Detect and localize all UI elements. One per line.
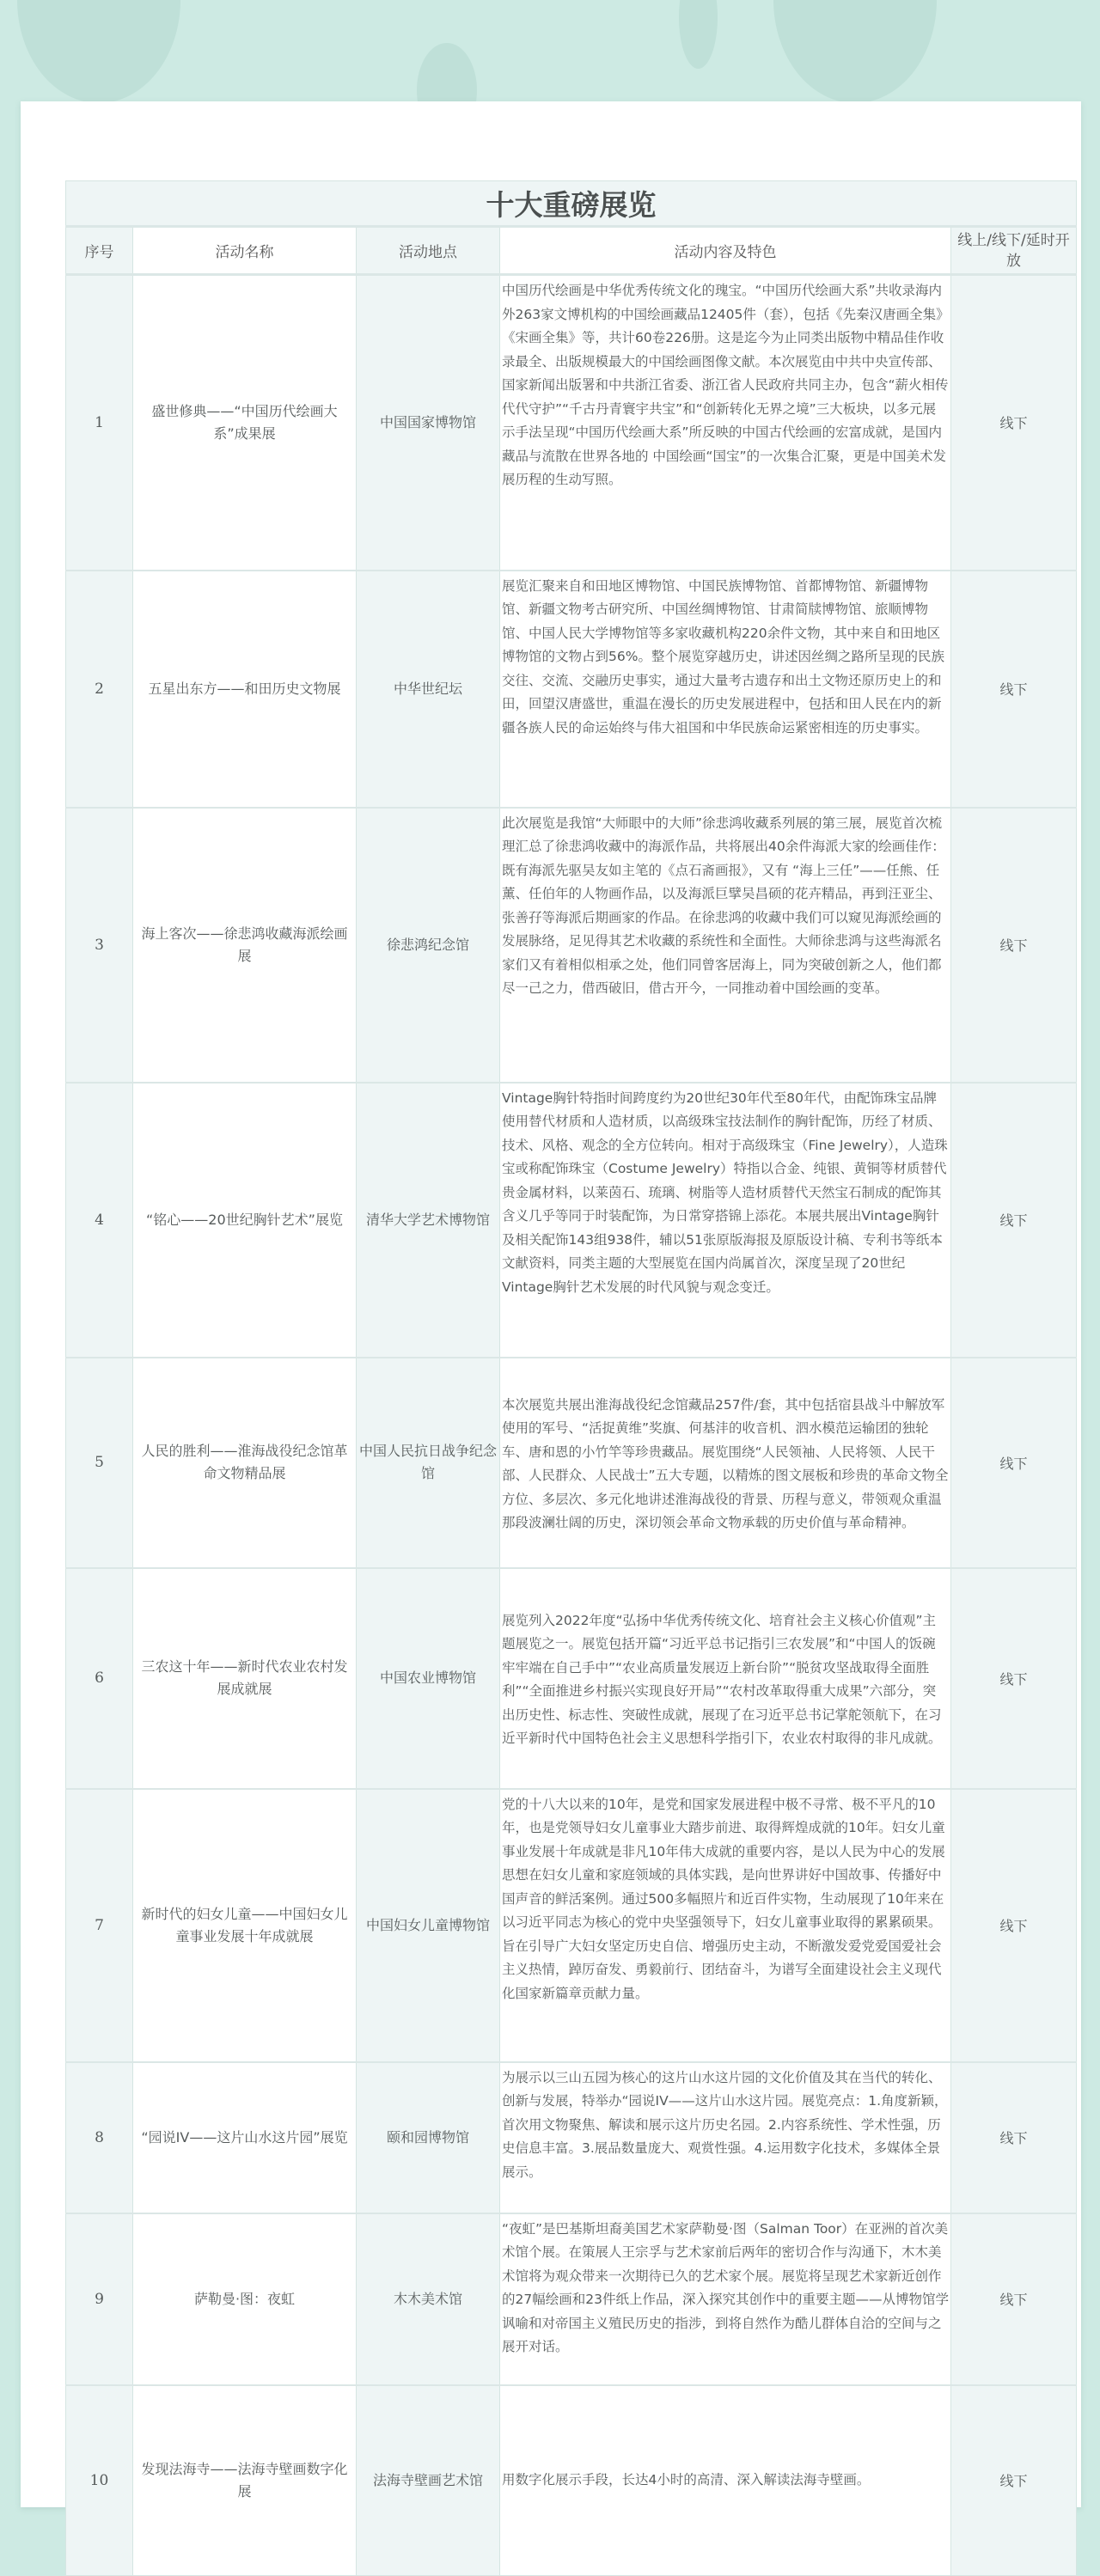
column-header-index: 序号 [66,227,133,275]
table-row [66,275,1077,571]
table-row [66,2385,1077,2576]
exhibition-mode: 线下 [951,808,1077,1083]
exhibition-card [21,101,1081,2507]
exhibition-location: 中国农业博物馆 [357,1568,500,1789]
row-index: 8 [66,2062,133,2213]
exhibition-location: 中国人民抗日战争纪念馆 [357,1358,500,1568]
background-decoration [773,0,937,103]
exhibition-description: 展览列入2022年度“弘扬中华优秀传统文化、培育社会主义核心价值观”主题展览之一。展览包括开篇“习近平总书记指引三农发展”和“中国人的饭碗牢牢端在自己手中”“农业高质量发展迈上新台阶”“脱贫攻坚战取得全面胜利”“全面推进乡村振兴实现良好开局”“农村改革取得重大成果”六部分，突出历史性、标志性、突破性成就，展现了在习近平总书记掌舵领航下，在习近平新时代中国特色社会主义思想科学指引下，农业农村取得的非凡成就。 [500,1568,951,1789]
exhibition-name: 海上客次——徐悲鸿收藏海派绘画展 [133,808,357,1083]
exhibition-description: 此次展览是我馆“大师眼中的大师”徐悲鸿收藏系列展的第三展，展览首次梳理汇总了徐悲鸿收藏中的海派作品，共将展出40余件海派大家的绘画佳作：既有海派先驱吴友如主笔的《点石斋画报》，又有 “海上三任”——任熊、任薰、任伯年的人物画作品，以及海派巨擘吴昌硕的花卉精品，再到汪亚尘、张善孖等海派后期画家的作品。在徐悲鸿的收藏中我们可以窥见海派绘画的发展脉络，足见得其艺术收藏的系统性和全面性。大师徐悲鸿与这些海派名家们又有着相似相承之处，他们同曾客居海上，同为突破创新之人，他们都尽一己之力，借西破旧，借古开今，一同推动着中国绘画的变革。 [500,808,951,1083]
exhibition-location: 颐和园博物馆 [357,2062,500,2213]
background-decoration [17,0,180,103]
exhibition-location: 中国国家博物馆 [357,275,500,571]
page-title: 十大重磅展览 [66,181,1077,227]
row-index: 3 [66,808,133,1083]
exhibition-description: 本次展览共展出淮海战役纪念馆藏品257件/套，其中包括宿县战斗中解放军使用的军号、“活捉黄维”奖旗、何基沣的收音机、泗水模范运输团的独轮车、唐和恩的小竹竿等珍贵藏品。展览围绕“人民领袖、人民将领、人民干部、人民群众、人民战士”五大专题，以精炼的图文展板和珍贵的革命文物全方位、多层次、多元化地讲述淮海战役的背景、历程与意义，带领观众重温那段波澜壮阔的历史，深切领会革命文物承载的历史价值与革命精神。 [500,1358,951,1568]
exhibition-mode: 线下 [951,1358,1077,1568]
row-index: 5 [66,1358,133,1568]
column-header-name: 活动名称 [133,227,357,275]
exhibition-description: “夜虹”是巴基斯坦裔美国艺术家萨勒曼·图（Salman Toor）在亚洲的首次美术馆个展。在策展人王宗孚与艺术家前后两年的密切合作与沟通下，木木美术馆将为观众带来一次期待已久的艺术家个展。展览将呈现艺术家新近创作的27幅绘画和23件纸上作品，深入探究其创作中的重要主题——从博物馆学讽喻和对帝国主义殖民历史的指涉，到将自然作为酷儿群体自洽的空间与之展开对话。 [500,2213,951,2385]
table-row [66,1083,1077,1358]
table-title-row [66,181,1077,227]
table-row [66,2213,1077,2385]
exhibition-name: “园说IV——这片山水这片园”展览 [133,2062,357,2213]
table-row [66,571,1077,808]
exhibition-location: 徐悲鸿纪念馆 [357,808,500,1083]
exhibition-mode: 线下 [951,2213,1077,2385]
table-row [66,2062,1077,2213]
exhibition-description: Vintage胸针特指时间跨度约为20世纪30年代至80年代，由配饰珠宝品牌使用替代材质和人造材质，以高级珠宝技法制作的胸针配饰，历经了材质、技术、风格、观念的全方位转向。相对于高级珠宝（Fine Jewelry），人造珠宝或称配饰珠宝（Costume Jewelry）特指以合金、纯银、黄铜等材质替代贵金属材料，以莱茵石、琉璃、树脂等人造材质替代天然宝石制成的配饰其含义几乎等同于时装配饰，为日常穿搭锦上添花。本展共展出Vintage胸针及相关配饰143组938件，辅以51张原版海报及原版设计稿、专利书等纸本文献资料，同类主题的大型展览在国内尚属首次，深度呈现了20世纪Vintage胸针艺术发展的时代风貌与观念变迁。 [500,1083,951,1358]
exhibition-location: 法海寺壁画艺术馆 [357,2385,500,2576]
row-index: 10 [66,2385,133,2576]
exhibition-mode: 线下 [951,1568,1077,1789]
exhibition-mode: 线下 [951,2062,1077,2213]
exhibition-name: 五星出东方——和田历史文物展 [133,571,357,808]
exhibition-name: 新时代的妇女儿童——中国妇女儿童事业发展十年成就展 [133,1789,357,2062]
exhibition-mode: 线下 [951,1789,1077,2062]
row-index: 2 [66,571,133,808]
table-row [66,1568,1077,1789]
exhibition-description: 为展示以三山五园为核心的这片山水这片园的文化价值及其在当代的转化、创新与发展，特举办“园说IV——这片山水这片园。展览亮点：1.角度新颖，首次用文物聚焦、解读和展示这片历史名园。2.内容系统性、学术性强，历史信息丰富。3.展品数量庞大、观赏性强。4.运用数字化技术，多媒体全景展示。 [500,2062,951,2213]
row-index: 7 [66,1789,133,2062]
exhibition-description: 中国历代绘画是中华优秀传统文化的瑰宝。“中国历代绘画大系”共收录海内外263家文博机构的中国绘画藏品12405件（套），包括《先秦汉唐画全集》《宋画全集》等，共计60卷226册。这是迄今为止同类出版物中精品佳作收录最全、出版规模最大的中国绘画图像文献。本次展览由中共中央宣传部、国家新闻出版署和中共浙江省委、浙江省人民政府共同主办，包含“薪火相传代代守护”“千古丹青寰宇共宝”和“创新转化无界之境”三大板块，以多元展示手法呈现“中国历代绘画大系”所反映的中国古代绘画的宏富成就，是国内藏品与流散在世界各地的 中国绘画“国宝”的一次集合汇聚，更是中国美术发展历程的生动写照。 [500,275,951,571]
exhibition-name: 盛世修典——“中国历代绘画大系”成果展 [133,275,357,571]
exhibition-location: 清华大学艺术博物馆 [357,1083,500,1358]
exhibition-location: 中华世纪坛 [357,571,500,808]
exhibition-mode: 线下 [951,275,1077,571]
exhibition-description: 党的十八大以来的10年，是党和国家发展进程中极不寻常、极不平凡的10年，也是党领导妇女儿童事业大踏步前进、取得辉煌成就的10年。妇女儿童事业发展十年成就是非凡10年伟大成就的重要内容，是以人民为中心的发展思想在妇女儿童和家庭领域的具体实践，是向世界讲好中国故事、传播好中国声音的鲜活案例。通过500多幅照片和近百件实物，生动展现了10年来在以习近平同志为核心的党中央坚强领导下，妇女儿童事业取得的累累硕果。旨在引导广大妇女坚定历史自信、增强历史主动，不断激发爱党爱国爱社会主义热情，踔厉奋发、勇毅前行、团结奋斗，为谱写全面建设社会主义现代化国家新篇章贡献力量。 [500,1789,951,2062]
exhibition-name: 萨勒曼·图：夜虹 [133,2213,357,2385]
table-header-row [66,227,1077,275]
exhibition-name: 人民的胜利——淮海战役纪念馆革命文物精品展 [133,1358,357,1568]
exhibition-name: 发现法海寺——法海寺壁画数字化展 [133,2385,357,2576]
exhibition-name: “铭心——20世纪胸针艺术”展览 [133,1083,357,1358]
exhibition-name: 三农这十年——新时代农业农村发展成就展 [133,1568,357,1789]
exhibition-mode: 线下 [951,2385,1077,2576]
table-row [66,1789,1077,2062]
table-row [66,808,1077,1083]
row-index: 1 [66,275,133,571]
exhibition-description: 用数字化展示手段，长达4小时的高清、深入解读法海寺壁画。 [500,2385,951,2576]
exhibition-location: 中国妇女儿童博物馆 [357,1789,500,2062]
exhibition-description: 展览汇聚来自和田地区博物馆、中国民族博物馆、首都博物馆、新疆博物馆、新疆文物考古研究所、中国丝绸博物馆、甘肃简牍博物馆、旅顺博物馆、中国人民大学博物馆等多家收藏机构220余件文物，其中来自和田地区博物馆的文物占到56%。整个展览穿越历史，讲述因丝绸之路所呈现的民族交往、交流、交融历史事实，通过大量考古遗存和出土文物还原历史上的和田，回望汉唐盛世，重温在漫长的历史发展进程中，包括和田人民在内的新疆各族人民的命运始终与伟大祖国和中华民族命运紧密相连的历史事实。 [500,571,951,808]
column-header-mode: 线上/线下/延时开放 [951,227,1077,275]
exhibition-mode: 线下 [951,1083,1077,1358]
row-index: 6 [66,1568,133,1789]
row-index: 9 [66,2213,133,2385]
column-header-location: 活动地点 [357,227,500,275]
exhibition-table [65,180,1077,2576]
column-header-description: 活动内容及特色 [500,227,951,275]
background-decoration [679,0,718,69]
exhibition-location: 木木美术馆 [357,2213,500,2385]
row-index: 4 [66,1083,133,1358]
table-row [66,1358,1077,1568]
exhibition-mode: 线下 [951,571,1077,808]
